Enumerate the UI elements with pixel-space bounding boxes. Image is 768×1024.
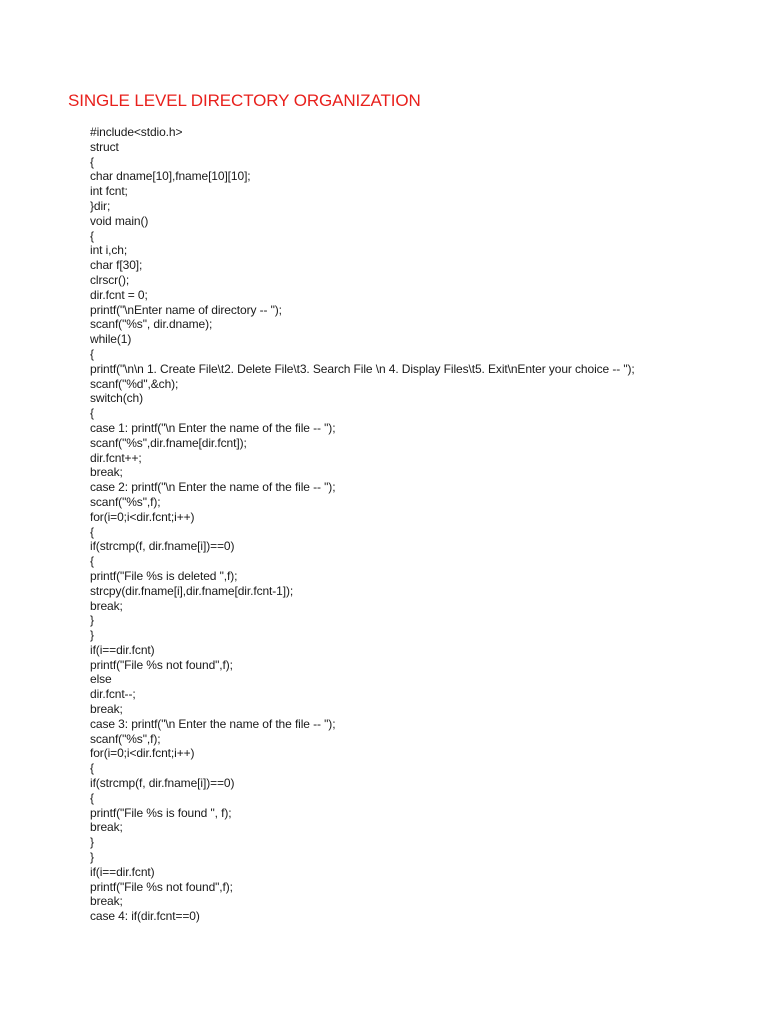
code-line: { [90,228,94,243]
code-line: } [90,613,94,628]
code-line: scanf("%s", dir.dname); [90,317,213,332]
code-line: if(i==dir.fcnt) [90,864,155,879]
code-line: dir.fcnt--; [90,687,136,702]
code-line: char dname[10],fname[10][10]; [90,169,251,184]
code-line: dir.fcnt = 0; [90,287,148,302]
code-line: int i,ch; [90,243,128,258]
code-line: { [90,524,94,539]
code-line: struct [90,139,119,154]
code-line: case 2: printf("\n Enter the name of the file -- "); [90,480,336,495]
code-line: { [90,154,94,169]
code-line: while(1) [90,332,132,347]
code-line: } [90,628,94,643]
code-line: { [90,790,94,805]
code-listing [90,125,635,924]
code-line: printf("\n\n 1. Create File\t2. Delete File\t3. Search File \n 4. Display Files\t5. Exit\nEnter your choice -- "); [90,361,635,376]
code-line: case 3: printf("\n Enter the name of the file -- "); [90,716,336,731]
code-line: { [90,406,94,421]
code-line: }dir; [90,198,111,213]
code-line: break; [90,894,123,909]
code-line: for(i=0;i<dir.fcnt;i++) [90,509,195,524]
code-line: break; [90,702,123,717]
code-line: printf("File %s is found ", f); [90,805,232,820]
code-line: char f[30]; [90,258,143,273]
code-line: break; [90,598,123,613]
code-line: switch(ch) [90,391,144,406]
code-line: printf("\nEnter name of directory -- "); [90,302,282,317]
code-line: scanf("%s",f); [90,731,161,746]
code-line: scanf("%d",&ch); [90,376,179,391]
code-line: for(i=0;i<dir.fcnt;i++) [90,746,195,761]
code-line: printf("File %s is deleted ",f); [90,568,238,583]
code-line: printf("File %s not found",f); [90,657,233,672]
code-line: if(strcmp(f, dir.fname[i])==0) [90,776,235,791]
code-line: } [90,835,94,850]
document-title: SINGLE LEVEL DIRECTORY ORGANIZATION [68,91,421,110]
code-line: void main() [90,213,149,228]
code-line: scanf("%s",dir.fname[dir.fcnt]); [90,435,247,450]
code-line: { [90,761,94,776]
code-line: break; [90,820,123,835]
code-line: case 4: if(dir.fcnt==0) [90,909,200,924]
code-line: case 1: printf("\n Enter the name of the file -- "); [90,420,336,435]
code-line: strcpy(dir.fname[i],dir.fname[dir.fcnt-1]); [90,583,294,598]
code-line: else [90,672,112,687]
code-line: scanf("%s",f); [90,494,161,509]
code-line: int fcnt; [90,184,128,199]
code-line: clrscr(); [90,272,130,287]
code-line: break; [90,465,123,480]
code-line: if(i==dir.fcnt) [90,642,155,657]
code-line: dir.fcnt++; [90,450,142,465]
code-line: { [90,346,94,361]
code-line: { [90,554,94,569]
code-line: if(strcmp(f, dir.fname[i])==0) [90,539,235,554]
code-line: #include<stdio.h> [90,125,183,139]
code-line: printf("File %s not found",f); [90,879,233,894]
code-line: } [90,850,94,865]
